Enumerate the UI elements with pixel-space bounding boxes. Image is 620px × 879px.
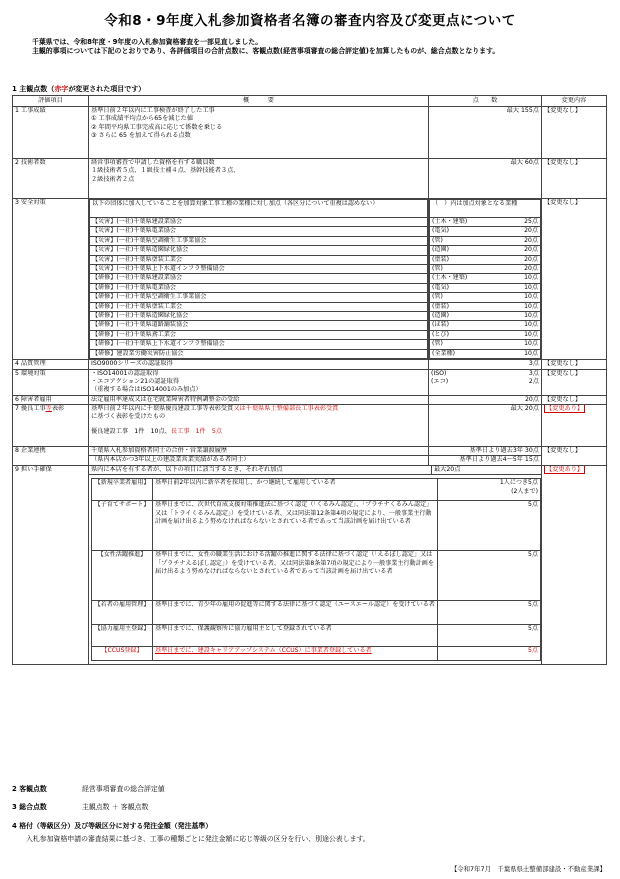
workforce-row: 【子育てサポート】 基準日までに、次世代育成支援対策推進法に基づく認定（「くるみん認定」、「プラチナくるみん認定」又は「トライくるみん認定」）を受けている者、又は同法第12条第4項の規定により、一般事業主行動計画を届け出るよう努めなければならないとされている者であって当該計画を届け出ている者 5点	[92, 501, 541, 551]
safety-lead: 以下の団体に加入していることを加算対象工事工種の業種に対し加点（各区分について重複は認めない）	[90, 200, 428, 218]
credit: 【令和7年7月 千葉県県土整備部建設・不動産業課】	[450, 865, 606, 873]
safety-org-row: 【災害】(一社)千葉県塗装工業会	[90, 255, 428, 264]
points: 最大 20点	[429, 405, 542, 447]
points: 最大 60点	[429, 159, 542, 199]
intro-line-2: 主観的事項については下記のとおりであり、各評価項目の合計点数に、客観点数(経営事項審査の総合評定値)を加算したものが、総合点数となります。	[32, 47, 500, 56]
safety-org-row: 【災害】(一社)千葉県電業協会	[90, 227, 428, 236]
change-status: 【変更なし】	[542, 369, 607, 395]
points: 20点	[429, 395, 542, 404]
summary: 法定雇用率達成又は在宅就業障害者特例調整金の受給	[89, 395, 429, 404]
change-status: 【変更なし】	[542, 159, 607, 199]
change-status: 【変更あり】	[542, 405, 607, 447]
table-header-row	[13, 96, 607, 107]
points	[429, 199, 542, 360]
row-safety	[13, 199, 607, 360]
intro	[32, 38, 612, 56]
safety-org-row: 【研修】(一社)千葉県空調衛生工事業協会	[90, 293, 428, 302]
page-title: 令和8・9年度入札参加資格者名簿の審査内容及び変更点について	[104, 13, 516, 29]
row-workforce	[13, 465, 607, 664]
section-4-text: 入札参加資格申請の審査結果に基づき、工事の種類ごとに発注金額に応じ等級の区分を行い、別途公表します。	[26, 835, 370, 843]
workforce-row: 【若者の雇用管理】 基準日までに、青少年の雇用の促進等に関する法律に基づく認定（ユースエール認定）を受けている者 5点	[92, 601, 541, 625]
item-name: 5 環境対策	[13, 369, 89, 395]
change-status: 【変更なし】	[542, 447, 607, 466]
section-4-heading: 4 格付（等級区分）及び等級区分に対する発注金額（発注基準）	[12, 822, 213, 830]
row-quality	[13, 360, 607, 369]
safety-org-row: 【研修】(一社)千葉県電業協会	[90, 283, 428, 292]
safety-org-row: 【研修】(一社)千葉県造園緑化協会	[90, 312, 428, 321]
safety-points-table: （ ）内は加点対象となる業種 (土木・建築) 25点 (電気) 20点 (管) 20点 (造園) 20点 (塗装) 20点 (管) 20点 (土木・建築) 10点 (電気) 10点 (管) 10点 (塗装) 10点 (造園) 10点 (ほ装) 10点 (とび) 10点 (管) 10点 (全業種) 10点	[429, 199, 541, 359]
section-1-highlight: 赤字	[54, 85, 69, 93]
section-2: 2 客観点数 経営事項審査の総合評定値	[12, 785, 165, 793]
summary	[89, 199, 429, 360]
workforce-detail: 県内に本店を有する者が、以下の項目に該当するとき、それぞれ加点 最大20点 【新規卒業者雇用】 基準日前2年以内に新卒者を採用し、かつ継続して雇用している者 1人につき5点 (2人まで) 【子育てサポート】 基準日までに、次世代育成支援対策推進法に基づく認定（「くるみん認定」、「プラチナくるみん認定」又は「トライくるみん認定」）を受けている者、又は同法第12条第4項の規定により、一般事業主行動計画を届け出るよう努めなければならないとされている者であって当該計画を届け出ている者 5点 【女性活躍推進】 基準日までに、女性の職業生活における活躍の推進に関する法律に基づく認定（「えるぼし認定」又は「プラチナえるぼし認定」）を受けている者、又は同法第8条第7項の規定により一般事業主行動計画を届け出るよう努めなければならないとされている者であって当該計画を届け出ている者 5点 【若者の雇用管理】 基準日までに、青少年の雇用の促進等に関する法律に基づく認定（ユースエール認定）を受けている者 5点 【協力雇用主登録】 基準日までに、保護観察所に協力雇用主として登録されている者 5点 【CCUS登録】 基準日までに、建設キャリアアップシステム（CCUS）に事業者登録している者 5点	[89, 465, 542, 664]
row-disability-employment	[13, 395, 607, 404]
item-name: 7 優良工事等表彰	[13, 405, 89, 447]
row-work-performance	[13, 107, 607, 159]
change-status: 【変更なし】	[542, 360, 607, 369]
item-name: 4 品質管理	[13, 360, 89, 369]
points: 3点	[429, 360, 542, 369]
workforce-row: 【女性活躍推進】 基準日までに、女性の職業生活における活躍の推進に関する法律に基づく認定（「えるぼし認定」又は「プラチナえるぼし認定」）を受けている者、又は同法第8条第7項の規定により一般事業主行動計画を届け出るよう努めなければならないとされている者であって当該計画を届け出ている者 5点	[92, 551, 541, 601]
item-name: 6 障害者雇用	[13, 395, 89, 404]
header-item: 評価項目	[13, 96, 89, 107]
header-change: 変更内容	[542, 96, 607, 107]
row-corporate-alliance	[13, 447, 607, 466]
points: 最大 155点	[429, 107, 542, 159]
header-points: 点 数	[429, 96, 542, 107]
safety-orgs-table	[89, 199, 428, 359]
summary: 基準日前２年以内に千葉県優良建設工事等表彰受賞又は千葉県県土整備部長工事表彰受賞 に基づく表彰を受けたもの 優良建設工事 1件 10点、長工事 1件 5点	[89, 405, 429, 447]
safety-org-row: 【災害】(一社)千葉県空調衛生工事業協会	[90, 236, 428, 245]
item-name: 1 工事成績	[13, 107, 89, 159]
change-status: 【変更なし】	[542, 395, 607, 404]
points: (ISO) 3点 (エコ) 2点	[429, 369, 542, 395]
row-engineers	[13, 159, 607, 199]
safety-org-row: 【研修】(一社)千葉県塗装工業会	[90, 302, 428, 311]
change-status: 【変更なし】	[542, 107, 607, 159]
workforce-row: 【新規卒業者雇用】 基準日前2年以内に新卒者を採用し、かつ継続して雇用している者 1人につき5点 (2人まで)	[92, 479, 541, 501]
header-summary: 概 要	[89, 96, 429, 107]
safety-org-row: 【研修】(一社)千葉県上下水道インフラ整備協会	[90, 340, 428, 349]
section-1-heading	[12, 84, 145, 94]
section-1-prefix: 1 主観点数（	[12, 85, 55, 93]
safety-org-row: 【研修】建設業労働災害防止協会	[90, 349, 428, 358]
workforce-row: 【CCUS登録】 基準日までに、建設キャリアアップシステム（CCUS）に事業者登録している者 5点	[92, 647, 541, 661]
item-name: 2 技術者数	[13, 159, 89, 199]
workforce-table	[91, 478, 541, 661]
workforce-row: 【協力雇用主登録】 基準日までに、保護観察所に協力雇用主として登録されている者 5点	[92, 625, 541, 647]
change-status: 【変更なし】	[542, 199, 607, 360]
summary: 基準日前２年以内に工事検査が終了した工事 ① 工事成績平均点から65を減じた値 ② 年間平均県工事完成高に応じて係数を乗じる ③ さらに 65 を加えて得られる点数	[89, 107, 429, 159]
row-environment	[13, 369, 607, 395]
criteria-table	[12, 95, 607, 665]
points: 基準日より過去3年 30点 基準日より過去4～5年 15点	[429, 447, 542, 466]
item-name: 3 安全対策	[13, 199, 89, 360]
summary: 千葉県入札参加資格者同士の合併・営業譲渡履歴 （県内本店かつ3年以上の建設業営業実績がある者同士）	[89, 447, 429, 466]
section-3: 3 総合点数 主観点数 ＋ 客観点数	[12, 803, 149, 811]
row-excellent-work	[13, 405, 607, 447]
safety-org-row: 【研修】(一社)千葉県鳶工業会	[90, 330, 428, 339]
safety-org-row: 【研修】(一社)千葉県道路舗装協会	[90, 321, 428, 330]
change-status: 【変更あり】	[542, 465, 607, 664]
safety-org-row: 【研修】(一社)千葉県建設業協会	[90, 274, 428, 283]
safety-org-row: 【災害】(一社)千葉県造園緑化協会	[90, 246, 428, 255]
safety-org-row: 【災害】(一社)千葉県上下水道インフラ整備協会	[90, 265, 428, 274]
summary: ISO9000シリーズの認証取得	[89, 360, 429, 369]
safety-org-row: 【災害】(一社)千葉県建設業協会	[90, 218, 428, 227]
item-name: 9 担い手確保	[13, 465, 89, 664]
section-1-suffix: が変更された項目です）	[68, 85, 146, 93]
intro-line-1: 千葉県では、令和8年度・9年度の入札参加資格審査を一部見直しました。	[32, 38, 263, 46]
summary: 経営事項審査で申請した資格を有する職員数 １級技術者５点、１級技士補４点、基幹技能者３点、 ２級技術者２点	[89, 159, 429, 199]
item-name: 8 企業連携	[13, 447, 89, 466]
summary: ・ISO14001の認証取得 ・エコアクション21の認証取得 （重複する場合はISO14001のみ加点）	[89, 369, 429, 395]
